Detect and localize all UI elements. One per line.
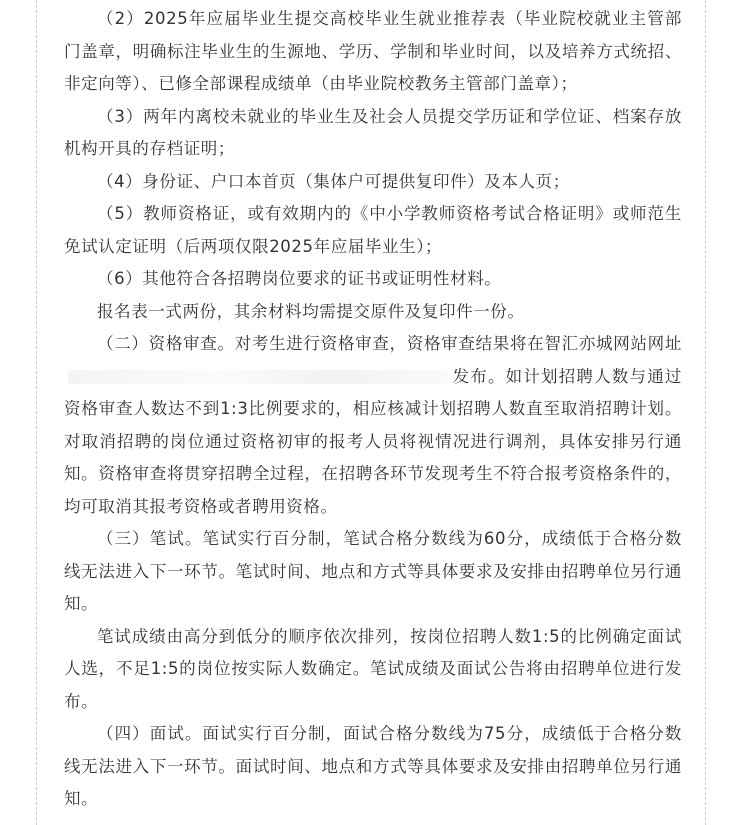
paragraph-written-exam-ranking: 笔试成绩由高分到低分的顺序依次排列，按岗位招聘人数1:5的比例确定面试人选，不足1:5的岗位按实际人数确定。笔试成绩及面试公告将由招聘单位进行发布。 bbox=[64, 626, 682, 711]
qualification-review-text-start: （二）资格审查。对考生进行资格审查，资格审查结果将在智汇亦城网站网址 bbox=[97, 334, 682, 353]
paragraph-unemployed-materials: （3）两年内离校未就业的毕业生及社会人员提交学历证和学位证、档案存放机构开具的存档证明； bbox=[64, 106, 682, 158]
paragraph-interview: （四）面试。面试实行百分制，面试合格分数线为75分，成绩低于合格分数线无法进入下一环节。面试时间、地点和方式等具体要求及安排由招聘单位另行通知。 bbox=[64, 724, 682, 808]
article-body bbox=[64, 3, 682, 816]
paragraph-qualification-review bbox=[64, 328, 682, 523]
paragraph-teacher-certificate: （5）教师资格证，或有效期内的《中小学教师资格考试合格证明》或师范生免试认定证明（后两项仅限2025年应届毕业生）； bbox=[64, 204, 682, 256]
paragraph-application-form: 报名表一式两份，其余材料均需提交原件及复印件一份。 bbox=[97, 301, 525, 321]
redacted-website-url bbox=[68, 370, 448, 384]
paragraph-written-exam: （三）笔试。笔试实行百分制，笔试合格分数线为60分，成绩低于合格分数线无法进入下一环节。笔试时间、地点和方式等具体要求及安排由招聘单位另行通知。 bbox=[64, 529, 682, 613]
paragraph-graduate-materials: （2）2025年应届毕业生提交高校毕业生就业推荐表（毕业院校就业主管部门盖章，明确标注毕业生的生源地、学历、学制和毕业时间，以及培养方式统招、非定向等）、已修全部课程成绩单（由毕业院校教务主管部门盖章）； bbox=[64, 9, 682, 93]
qualification-review-text-end: 发布。如计划招聘人数与通过资格审查人数达不到1:3比例要求的，相应核减计划招聘人数直至取消招聘计划。对取消招聘的岗位通过资格初审的报考人员将视情况进行调剂，具体安排另行通知。资格审查将贯穿招聘全过程，在招聘各环节发现考生不符合报考资格条件的，均可取消其报考资格或者聘用资格。 bbox=[64, 366, 682, 516]
paragraph-id-documents: （4）身份证、户口本首页（集体户可提供复印件）及本人页； bbox=[97, 171, 570, 191]
paragraph-other-certificates: （6）其他符合各招聘岗位要求的证书或证明性材料。 bbox=[97, 269, 502, 288]
